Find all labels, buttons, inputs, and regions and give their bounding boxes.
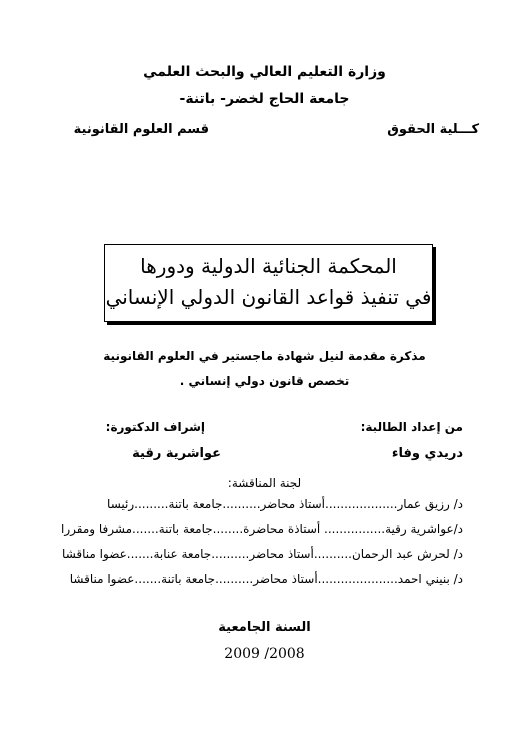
committee-member: د/ بنيني احمد.....................أستاذ محاضر..........جامعة باتنة.......عضوا مناقشا <box>69 572 463 586</box>
supervisor-name: عواشرية رقية <box>132 446 221 461</box>
student-label: من إعداد الطالبة: <box>360 420 463 434</box>
ministry-heading: وزارة التعليم العالي والبحث العلمي <box>143 64 386 80</box>
university-heading: جامعة الحاج لخضر- باتنة- <box>179 91 350 107</box>
committee-member: د/ رزيق عمار...................أستاذ محاضر..........جامعة باتنة.........رئيسا <box>107 497 463 511</box>
thesis-title-line2: في تنفيذ قواعد القانون الدولي الإنساني <box>105 285 432 309</box>
thesis-title-line1: المحكمة الجنائية الدولية ودورها <box>140 254 397 278</box>
academic-year-label: السنة الجامعية <box>218 620 311 635</box>
supervisor-label: إشراف الدكتورة: <box>105 420 205 434</box>
thesis-purpose: مذكرة مقدمة لنيل شهادة ماجستير في العلوم القانونية <box>103 349 426 363</box>
thesis-specialization: تخصص قانون دولي إنساني . <box>179 374 350 388</box>
department-heading: قسم العلوم القانونية <box>73 122 209 137</box>
committee-member: د/ لحرش عبد الرحمان..........أستاذ محاضر..........جامعة عنابة.......عضوا مناقشا <box>62 547 463 561</box>
committee-member: د/عواشرية رقية................ أستاذة محاضرة........جامعة باتنة.......مشرفا ومقررا <box>61 522 463 536</box>
faculty-heading: كـــلية الحقوق <box>387 122 479 137</box>
committee-label: لجنة المناقشة: <box>227 476 302 490</box>
title-frame <box>104 244 433 322</box>
student-name: دريدي وفاء <box>391 446 463 461</box>
academic-year: 2009 /2008 <box>224 646 305 662</box>
